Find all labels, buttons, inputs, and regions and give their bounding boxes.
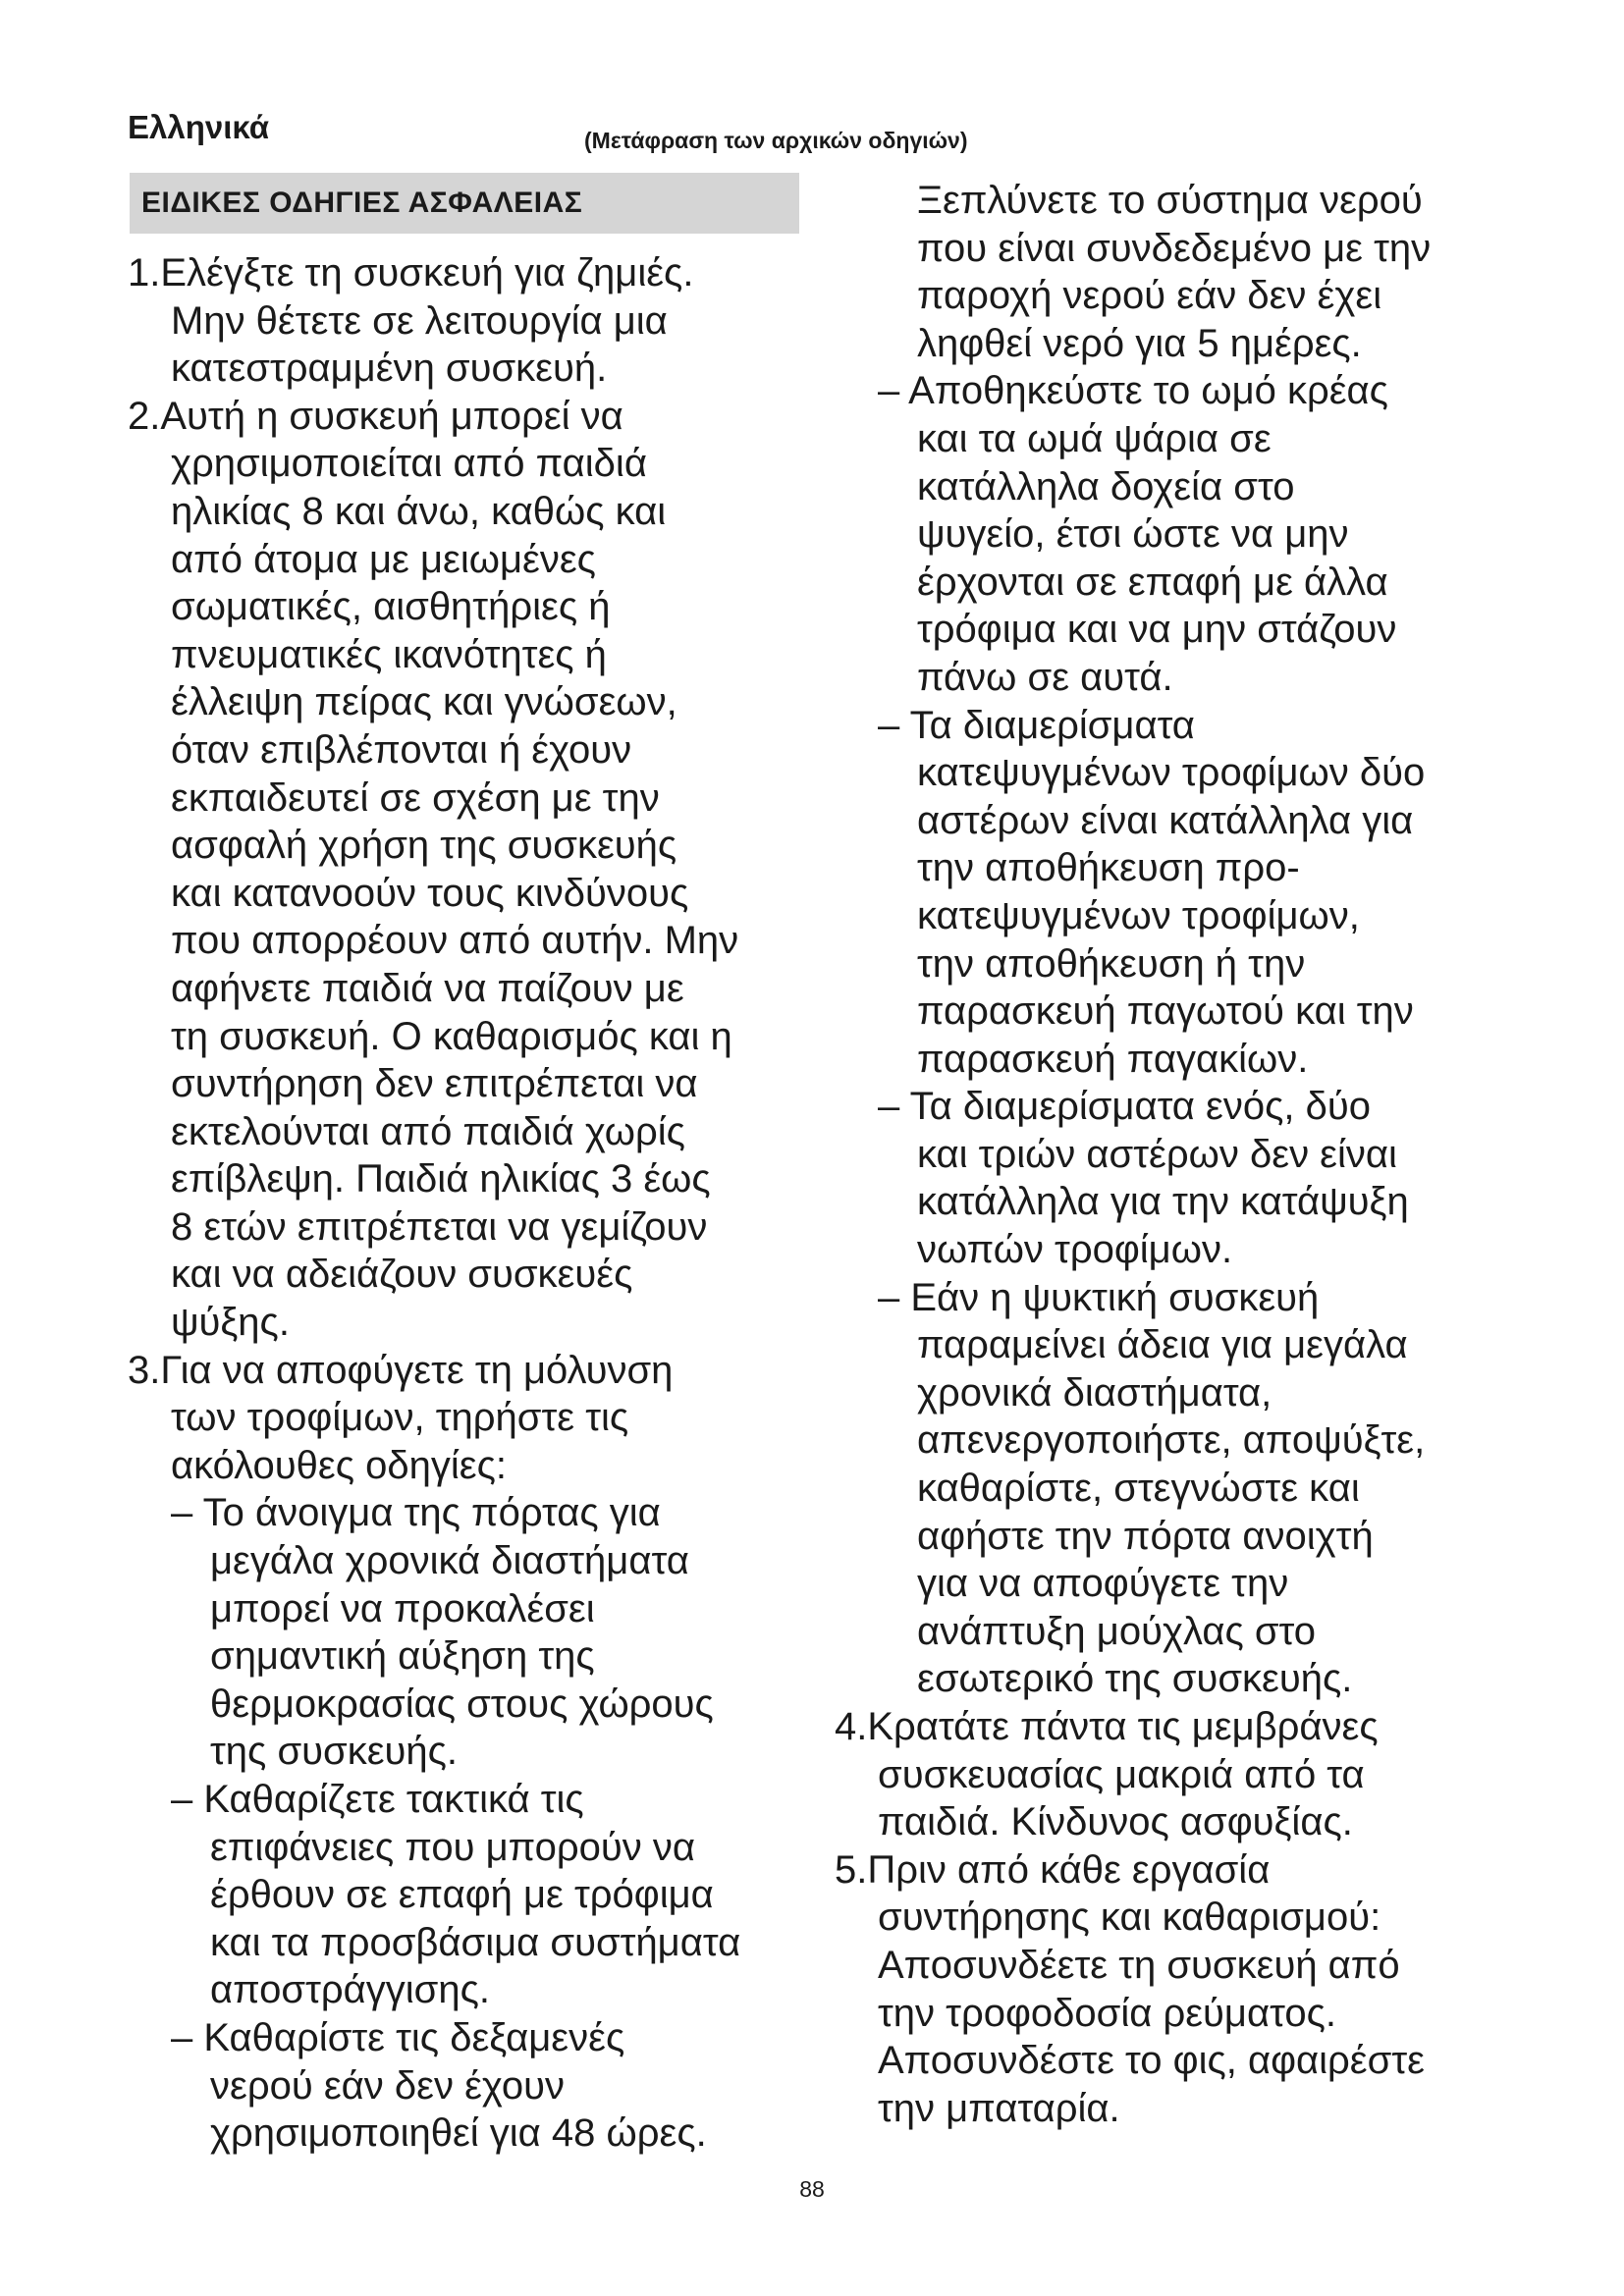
text-line: – Τα διαμερίσματα: [878, 703, 1195, 747]
text-line: κατεστραμμένη συσκευή.: [171, 347, 608, 391]
text-line: 2.Αυτή η συσκευή μπορεί να: [128, 394, 623, 438]
text-line: των τροφίμων, τηρήστε τις: [171, 1396, 629, 1440]
text-line: της συσκευής.: [210, 1730, 459, 1774]
text-line: από άτομα με μειωμένες: [171, 537, 596, 581]
text-line: κατάλληλα δοχεία στο: [917, 464, 1295, 508]
text-line: 3.Για να αποφύγετε τη μόλυνση: [128, 1348, 674, 1392]
text-line: έρθουν σε επαφή με τρόφιμα: [210, 1873, 714, 1917]
text-line: τρόφιμα και να μην στάζουν: [917, 608, 1397, 652]
text-line: κατεψυγμένων τροφίμων,: [917, 893, 1360, 937]
text-line: κατάλληλα για την κατάψυξη: [917, 1180, 1409, 1224]
text-line: επιφάνειες που μπορούν να: [210, 1825, 696, 1869]
left-column: [128, 249, 740, 2158]
text-line: Ξεπλύνετε το σύστημα νερού: [917, 179, 1423, 222]
text-line: Αποσυνδέετε τη συσκευή από: [878, 1943, 1400, 1987]
text-line: όταν επιβλέπονται ή έχουν: [171, 727, 632, 772]
text-line: τη συσκευή. Ο καθαρισμός και η: [171, 1014, 732, 1058]
text-line: κατεψυγμένων τροφίμων δύο: [917, 751, 1426, 795]
text-line: αποστράγγισης.: [210, 1968, 490, 2012]
text-line: συντήρησης και καθαρισμού:: [878, 1896, 1381, 1940]
text-line: 8 ετών επιτρέπεται να γεμίζουν: [171, 1204, 708, 1249]
text-line: πνευματικές ικανότητες ή: [171, 632, 607, 676]
text-line: ηλικίας 8 και άνω, καθώς και: [171, 489, 667, 533]
text-line: παραμείνει άδεια για μεγάλα: [917, 1323, 1408, 1367]
text-line: ψύξης.: [171, 1301, 290, 1345]
text-line: συσκευασίας μακριά από τα: [878, 1752, 1365, 1796]
text-line: επίβλεψη. Παιδιά ηλικίας 3 έως: [171, 1157, 711, 1201]
text-line: Αποσυνδέστε το φις, αφαιρέστε: [878, 2039, 1425, 2083]
section-title: ΕΙΔΙΚΕΣ ΟΔΗΓΙΕΣ ΑΣΦΑΛΕΙΑΣ: [130, 173, 799, 234]
text-line: μπορεί να προκαλέσει: [210, 1586, 595, 1630]
text-line: παρασκευή παγωτού και την: [917, 989, 1414, 1034]
text-line: – Εάν η ψυκτική συσκευή: [878, 1275, 1320, 1319]
text-line: καθαρίστε, στεγνώστε και: [917, 1467, 1360, 1511]
text-line: που είναι συνδεδεμένο με την: [917, 226, 1432, 270]
text-line: – Το άνοιγμα της πόρτας για: [171, 1491, 661, 1535]
text-line: ακόλουθες οδηγίες:: [171, 1443, 507, 1487]
text-line: αφήνετε παιδιά να παίζουν με: [171, 966, 684, 1010]
text-line: αφήστε την πόρτα ανοιχτή: [917, 1514, 1374, 1558]
text-line: χρονικά διαστήματα,: [917, 1370, 1272, 1415]
translation-note: (Μετάφραση των αρχικών οδηγιών): [584, 128, 968, 153]
text-line: 4.Κρατάτε πάντα τις μεμβράνες: [835, 1705, 1379, 1748]
text-line: συντήρηση δεν επιτρέπεται να: [171, 1062, 698, 1106]
text-line: ληφθεί νερό για 5 ημέρες.: [917, 321, 1362, 365]
text-line: έλλειψη πείρας και γνώσεων,: [171, 680, 677, 724]
page-number: 88: [799, 2176, 825, 2202]
text-line: – Καθαρίζετε τακτικά τις: [171, 1778, 584, 1821]
text-line: ανάπτυξη μούχλας στο: [917, 1609, 1317, 1653]
text-line: και κατανοούν τους κινδύνους: [171, 871, 689, 915]
text-line: ψυγείο, έτσι ώστε να μην: [917, 512, 1349, 557]
text-line: 5.Πριν από κάθε εργασία: [835, 1847, 1271, 1892]
text-line: σημαντική αύξηση της: [210, 1634, 595, 1679]
language-heading: Ελληνικά: [128, 109, 269, 145]
text-line: έρχονται σε επαφή με άλλα: [917, 560, 1388, 604]
text-line: και τα ωμά ψάρια σε: [917, 416, 1272, 460]
text-line: – Καθαρίστε τις δεξαμενές: [171, 2015, 625, 2059]
text-line: την αποθήκευση ή την: [917, 941, 1306, 986]
text-line: και τριών αστέρων δεν είναι: [917, 1132, 1397, 1176]
text-line: παρασκευή παγακίων.: [917, 1037, 1309, 1081]
text-line: απενεργοποιήστε, αποψύξτε,: [917, 1418, 1426, 1463]
text-line: και τα προσβάσιμα συστήματα: [210, 1920, 741, 1964]
text-line: και να αδειάζουν συσκευές: [171, 1253, 633, 1297]
text-line: που απορρέουν από αυτήν. Μην: [171, 919, 739, 963]
text-line: χρησιμοποιηθεί για 48 ώρες.: [210, 2111, 707, 2156]
text-line: – Τα διαμερίσματα ενός, δύο: [878, 1085, 1372, 1129]
text-line: 1.Ελέγξτε τη συσκευή για ζημιές.: [128, 251, 694, 294]
text-line: θερμοκρασίας στους χώρους: [210, 1682, 714, 1726]
text-line: νωπών τροφίμων.: [917, 1228, 1233, 1272]
text-line: εκτελούνται από παιδιά χωρίς: [171, 1109, 685, 1153]
text-line: πάνω σε αυτά.: [917, 655, 1173, 699]
text-line: για να αποφύγετε την: [917, 1562, 1289, 1606]
text-line: ασφαλή χρήση της συσκευής: [171, 824, 677, 868]
text-line: – Αποθηκεύστε το ωμό κρέας: [878, 369, 1388, 413]
text-line: χρησιμοποιείται από παιδιά: [171, 442, 647, 486]
text-line: παιδιά. Κίνδυνος ασφυξίας.: [878, 1800, 1353, 1844]
text-line: την τροφοδοσία ρεύματος.: [878, 1991, 1336, 2035]
text-line: την μπαταρία.: [878, 2086, 1120, 2130]
right-column: [835, 177, 1431, 2132]
text-line: Μην θέτετε σε λειτουργία μια: [171, 298, 668, 343]
text-line: μεγάλα χρονικά διαστήματα: [210, 1539, 689, 1583]
text-line: νερού εάν δεν έχουν: [210, 2063, 565, 2108]
text-line: εσωτερικό της συσκευής.: [917, 1657, 1353, 1701]
text-line: σωματικές, αισθητήριες ή: [171, 585, 611, 629]
text-line: παροχή νερού εάν δεν έχει: [917, 274, 1382, 318]
text-line: εκπαιδευτεί σε σχέση με την: [171, 775, 660, 820]
text-line: αστέρων είναι κατάλληλα για: [917, 798, 1414, 842]
text-line: την αποθήκευση προ-: [917, 846, 1300, 890]
